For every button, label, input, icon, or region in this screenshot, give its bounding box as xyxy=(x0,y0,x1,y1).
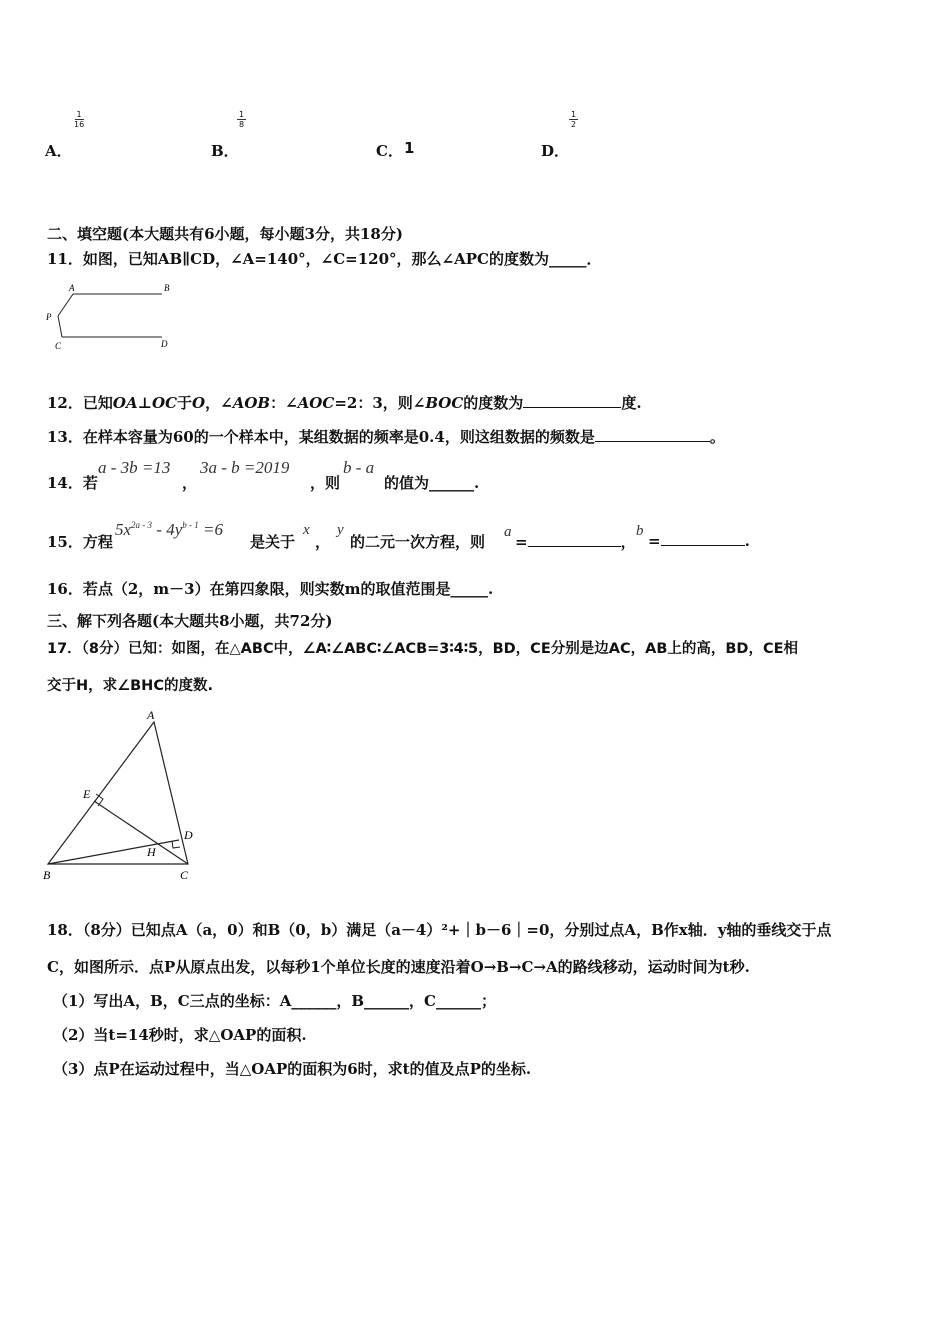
q15-text1: 是关于 xyxy=(250,533,296,551)
q12-perp: ⊥ xyxy=(137,394,152,412)
q17-label-e: E xyxy=(83,787,91,801)
q17-label-a: A xyxy=(147,708,155,722)
q17-figure xyxy=(40,700,210,885)
option-b-numerator: 1 xyxy=(238,110,245,119)
q11-label-a: A xyxy=(69,283,75,293)
altitude-bd xyxy=(48,840,179,864)
q11-label-b: B xyxy=(164,283,170,293)
option-a-numerator: 1 xyxy=(76,110,82,119)
q15-y: y xyxy=(337,522,344,538)
q18-line1: 18．（8分）已知点A（a，0）和B（0，b）满足（a－4）²+｜b－6｜=0，分别过点A，B作x轴．y轴的垂线交于点 xyxy=(47,921,832,939)
q14-post: 的值为______. xyxy=(384,474,480,492)
q11-label-d: D xyxy=(161,339,168,349)
q14-pre: 14．若 xyxy=(47,474,98,492)
q12-oa: OA xyxy=(112,394,138,412)
option-d-denominator: 2 xyxy=(570,120,577,129)
q15-sep2: ， xyxy=(620,533,636,551)
q15-pre: 15．方程 xyxy=(47,533,113,551)
q12-answer-blank xyxy=(523,393,621,408)
q12-pre: 12．已知 xyxy=(47,394,113,412)
q11-text: 11．如图，已知AB∥CD，∠A=140°，∠C=120°，那么∠APC的度数为_____． xyxy=(47,250,602,268)
q15-eqa: = xyxy=(515,533,528,551)
q15-eq-base1: 5x xyxy=(115,520,132,539)
option-c-label: C． xyxy=(376,142,403,160)
q11-label-p: P xyxy=(46,312,52,322)
altitude-ce xyxy=(94,801,188,864)
q12-post: 的度数为 xyxy=(463,394,524,412)
q12-boc: BOC xyxy=(425,394,464,412)
q12-end: 度. xyxy=(621,394,642,412)
option-d-fraction xyxy=(569,110,578,129)
option-a-fraction xyxy=(74,110,84,129)
q17-label-h: H xyxy=(147,845,156,859)
q13-answer-blank xyxy=(595,427,710,442)
q12-aoc: AOC xyxy=(297,394,335,412)
q14-eq1: a - 3b =13 xyxy=(98,458,171,477)
q12-aob: AOB xyxy=(232,394,271,412)
q13-end: 。 xyxy=(709,428,725,446)
option-d-numerator: 1 xyxy=(570,110,577,119)
q15-eqb: = xyxy=(648,532,661,550)
line-pc xyxy=(58,316,62,337)
q16-text: 16．若点（2，m－3）在第四象限，则实数m的取值范围是_____. xyxy=(47,580,494,598)
q12-text xyxy=(47,392,642,413)
q15-eq-end: =6 xyxy=(198,520,223,539)
q18-line2: C，如图所示．点P从原点出发，以每秒1个单位长度的速度沿着O→B→C→A的路线移动，运动时间为t秒. xyxy=(47,958,750,976)
q11-figure xyxy=(40,280,190,355)
q17-line1: 17．（8分）已知：如图，在△ABC中，∠A∶∠ABC∶∠ACB=3∶4∶5，BD，CE分别是边AC，AB上的高，BD，CE相 xyxy=(47,641,799,657)
q17-line2: 交于H，求∠BHC的度数. xyxy=(47,678,213,694)
q15-eq-mid: - 4y xyxy=(152,520,183,539)
q17-label-c: C xyxy=(180,868,189,882)
q15-x: x xyxy=(303,522,310,538)
q17-label-b: B xyxy=(43,868,51,882)
option-a-label: A． xyxy=(45,142,72,160)
option-a-denominator: 16 xyxy=(74,120,85,129)
q12-yu: 于 xyxy=(177,394,193,412)
q12-colon: ：∠ xyxy=(270,394,298,412)
option-b-label: B． xyxy=(211,142,239,160)
q15-a: a xyxy=(504,524,512,540)
q15-text2: 的二元一次方程，则 xyxy=(350,533,486,551)
right-angle-d xyxy=(172,841,180,848)
q13-body: 13．在样本容量为60的一个样本中，某组数据的频率是0.4，则这组数据的频数是 xyxy=(47,428,595,446)
q15-sep: ， xyxy=(315,533,331,551)
q12-ratio: =2：3，则∠ xyxy=(334,394,426,412)
q18-sub3: （3）点P在运动过程中，当△OAP的面积为6时，求t的值及点P的坐标. xyxy=(53,1060,532,1078)
q15-b: b xyxy=(636,523,644,539)
q15-end: . xyxy=(744,532,750,550)
q12-comma: ，∠ xyxy=(205,394,233,412)
q17-label-d: D xyxy=(184,828,193,842)
q14-eq3: b - a xyxy=(343,458,375,477)
option-b-denominator: 8 xyxy=(238,120,245,129)
q14-eq2: 3a - b =2019 xyxy=(200,458,290,477)
line-ap xyxy=(58,294,73,316)
q11-label-c: C xyxy=(55,341,62,351)
option-c-value: 1 xyxy=(404,139,415,157)
q14-sep1: ， xyxy=(182,474,198,492)
option-d-label: D． xyxy=(541,142,570,160)
section3-title: 三、解下列各题(本大题共8小题，共72分) xyxy=(47,612,333,630)
section2-title: 二、填空题(本大题共有6小题，每小题3分，共18分) xyxy=(47,225,403,243)
q15-equation xyxy=(115,520,223,540)
q12-oc: OC xyxy=(152,394,178,412)
q15-a-answer xyxy=(528,532,621,547)
q12-o: O xyxy=(192,394,206,412)
q15-eq-exp2: b - 1 xyxy=(182,520,199,530)
q18-sub1: （1）写出A，B，C三点的坐标：A______，B______，C______； xyxy=(53,992,496,1010)
option-b-fraction xyxy=(237,110,246,129)
q13-text xyxy=(47,426,725,447)
q15-a-blank xyxy=(515,531,636,552)
q15-eq-exp1: 2a - 3 xyxy=(131,520,153,530)
q15-b-answer xyxy=(661,531,745,546)
q14-sep2: ，则 xyxy=(310,474,341,492)
q18-sub2: （2）当t=14秒时，求△OAP的面积. xyxy=(53,1026,307,1044)
q15-b-blank xyxy=(648,531,750,550)
